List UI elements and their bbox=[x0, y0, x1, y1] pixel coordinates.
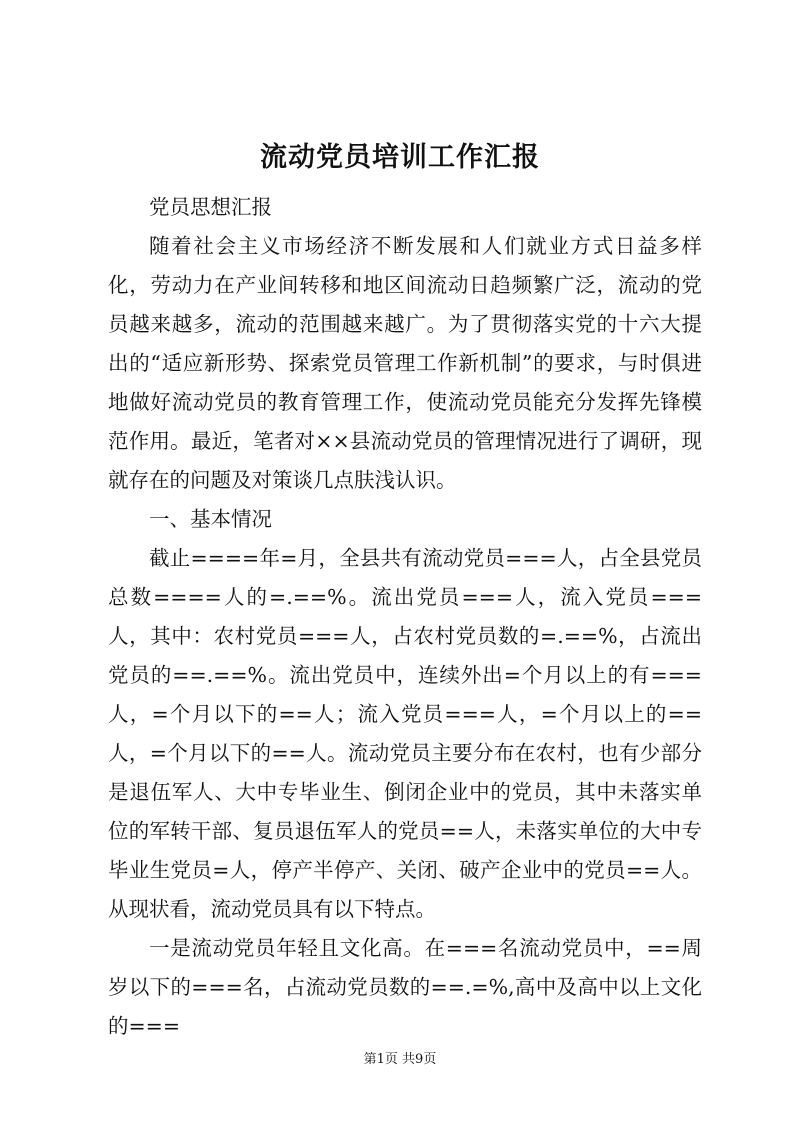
paragraph-intro: 随着社会主义市场经济不断发展和人们就业方式日益多样化，劳动力在产业间转移和地区间流动日趋频繁广泛，流动的党员越来越多，流动的范围越来越广。为了贯彻落实党的十六大提出的“适应新形势、探索党员管理工作新机制”的要求，与时俱进地做好流动党员的教育管理工作，使流动党员能充分发挥先锋模范作用。最近，笔者对××县流动党员的管理情况进行了调研，现就存在的问题及对策谈几点肤浅认识。 bbox=[108, 234, 702, 492]
section-heading-basic: 一、基本情况 bbox=[149, 507, 272, 531]
document-body bbox=[108, 188, 702, 1046]
paragraph-subtitle: 党员思想汇报 bbox=[149, 195, 272, 219]
page-number: 第1页 共9页 bbox=[363, 1052, 437, 1067]
paragraph-feature-one: 一是流动党员年轻且文化高。在===名流动党员中，==周岁以下的===名，占流动党员数的==.=%,高中及高中以上文化的=== bbox=[108, 936, 702, 1038]
document-title: 流动党员培训工作汇报 bbox=[260, 142, 540, 173]
paragraph-statistics: 截止====年=月，全县共有流动党员===人，占全县党员总数====人的=.==%。流出党员===人，流入党员===人，其中：农村党员===人，占农村党员数的=.==%，占流出党员的==.==%。流出党员中，连续外出=个月以上的有===人，=个月以下的==人；流入党员===人，=个月以上的==人，=个月以下的==人。流动党员主要分布在农村，也有少部分是退伍军人、大中专毕业生、倒闭企业中的党员，其中未落实单位的军转干部、复员退伍军人的党员==人，未落实单位的大中专毕业生党员=人，停产半停产、关闭、破产企业中的党员==人。从现状看，流动党员具有以下特点。 bbox=[108, 546, 702, 921]
